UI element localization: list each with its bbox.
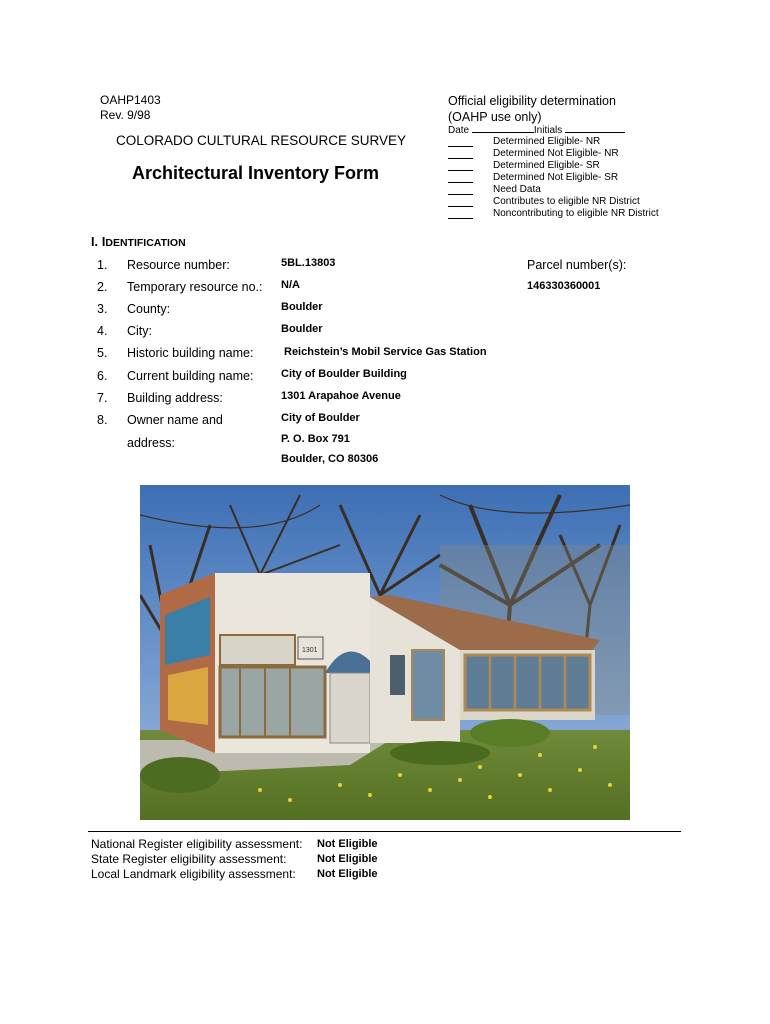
- determination-item: [448, 172, 659, 184]
- local-landmark-value: Not Eligible: [317, 868, 378, 880]
- section-first-letter: I: [101, 235, 106, 249]
- owner-address-line-2: Boulder, CO 80306: [281, 453, 379, 465]
- local-landmark-label: Local Landmark eligibility assessment:: [91, 867, 296, 881]
- checkbox-blank: [448, 196, 473, 207]
- eligibility-divider: [88, 831, 681, 832]
- form-revision: Rev. 9/98: [100, 108, 151, 122]
- historic-name-label: Historic building name:: [127, 346, 254, 360]
- determination-label: Noncontributing to eligible NR District: [493, 208, 659, 219]
- building-photograph: [140, 485, 630, 820]
- determination-label: Determined Not Eligible- NR: [493, 148, 619, 159]
- national-register-label: National Register eligibility assessment:: [91, 837, 303, 851]
- checkbox-blank: [448, 208, 473, 219]
- section-heading-identification: [91, 235, 186, 249]
- section-roman: I.: [91, 235, 98, 249]
- resource-number-label: Resource number:: [127, 258, 230, 272]
- row-number: 3.: [97, 302, 108, 316]
- official-line-2: (OAHP use only): [448, 110, 542, 124]
- row-number: 7.: [97, 391, 108, 405]
- parcel-number-label: Parcel number(s):: [527, 258, 627, 272]
- initials-blank: [565, 124, 625, 133]
- city-label: City:: [127, 324, 152, 338]
- official-line-1: Official eligibility determination: [448, 94, 616, 108]
- current-name-value: City of Boulder Building: [281, 368, 407, 380]
- determination-label: Need Data: [493, 184, 541, 195]
- form-code: OAHP1403: [100, 93, 161, 107]
- row-number: 6.: [97, 369, 108, 383]
- building-address-label: Building address:: [127, 391, 223, 405]
- resource-number-value: 5BL.13803: [281, 257, 336, 269]
- temporary-resource-value: N/A: [281, 279, 300, 291]
- date-initials-line: [448, 124, 625, 136]
- checkbox-blank: [448, 136, 473, 147]
- temporary-resource-label: Temporary resource no.:: [127, 280, 263, 294]
- form-title: Architectural Inventory Form: [132, 163, 380, 183]
- checkbox-blank: [448, 160, 473, 171]
- date-label: Date: [448, 125, 470, 136]
- row-number: 4.: [97, 324, 108, 338]
- row-number: 8.: [97, 413, 108, 427]
- owner-label: Owner name and: [127, 413, 223, 427]
- row-number: 1.: [97, 258, 108, 272]
- window-band: [465, 655, 590, 710]
- determination-item: [448, 196, 659, 208]
- section-rest: DENTIFICATION: [105, 237, 186, 249]
- determination-item: [448, 148, 659, 160]
- current-name-label: Current building name:: [127, 369, 254, 383]
- determination-item: [448, 184, 659, 196]
- official-determination-heading: [448, 93, 616, 125]
- determination-list: [448, 136, 659, 220]
- determination-label: Determined Eligible- SR: [493, 160, 600, 171]
- state-register-label: State Register eligibility assessment:: [91, 852, 287, 866]
- historic-name-value: Reichstein’s Mobil Service Gas Station: [284, 346, 487, 358]
- date-blank: [472, 124, 534, 133]
- determination-label: Contributes to eligible NR District: [493, 196, 640, 207]
- checkbox-blank: [448, 148, 473, 159]
- row-number: 2.: [97, 280, 108, 294]
- row-number: 5.: [97, 346, 108, 360]
- determination-item: [448, 160, 659, 172]
- determination-label: Determined Not Eligible- SR: [493, 172, 619, 183]
- checkbox-blank: [448, 172, 473, 183]
- checkbox-blank: [448, 184, 473, 195]
- parcel-number-value: 146330360001: [527, 280, 601, 292]
- initials-label: Initials: [533, 125, 563, 136]
- county-value: Boulder: [281, 301, 323, 313]
- determination-item: [448, 208, 659, 220]
- county-label: County:: [127, 302, 171, 316]
- owner-address-line-1: P. O. Box 791: [281, 433, 350, 445]
- address-sign: 1301: [302, 647, 318, 654]
- national-register-value: Not Eligible: [317, 838, 378, 850]
- determination-item: [448, 136, 659, 148]
- building-address-value: 1301 Arapahoe Avenue: [281, 390, 401, 402]
- determination-label: Determined Eligible- NR: [493, 136, 601, 147]
- city-value: Boulder: [281, 323, 323, 335]
- state-register-value: Not Eligible: [317, 853, 378, 865]
- survey-title: COLORADO CULTURAL RESOURCE SURVEY: [116, 133, 407, 148]
- owner-label-continued: address:: [127, 436, 175, 450]
- owner-name-value: City of Boulder: [281, 412, 360, 424]
- form-code-block: [100, 93, 161, 123]
